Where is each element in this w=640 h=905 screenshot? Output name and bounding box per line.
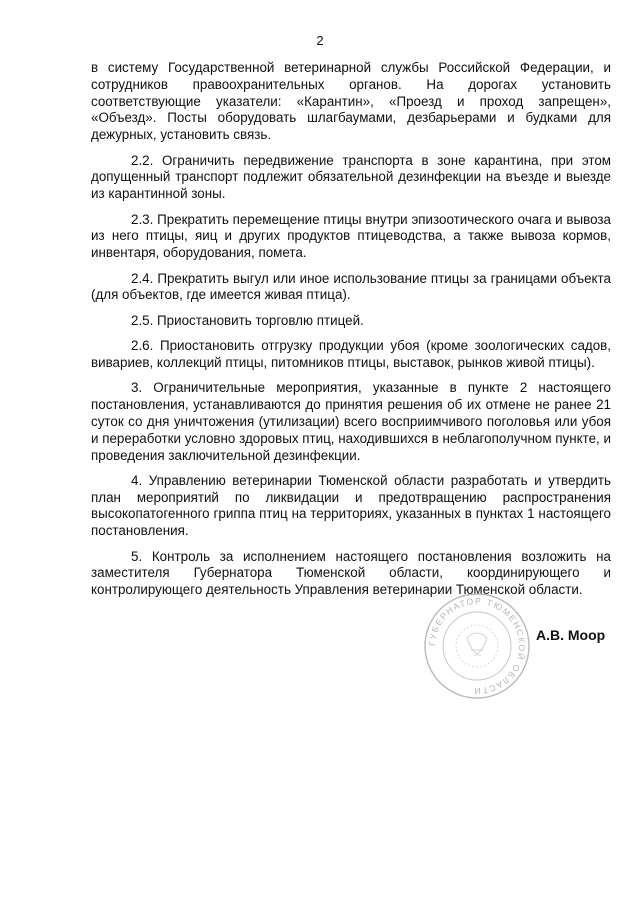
paragraph-5: 5. Контроль за исполнением настоящего постановления возложить на заместителя Губернатора Тюменской области, координирующего и контролирующего деятельность Управления ветеринарии Тюменской области. — [91, 548, 611, 598]
signature-name: А.В. Моор — [536, 627, 606, 643]
paragraph-3: 3. Ограничительные мероприятия, указанные в пункте 2 настоящего постановления, устанавливаются до принятия решения об их отмене не ранее 21 суток со дня уничтожения (утилизации) всего восприимчивого поголовья или убоя и переработки условно здоровых птиц, находившихся в неблагополучном пункте, и проведения заключительной дезинфекции. — [91, 380, 611, 463]
seal-text: ГУБЕРНАТОР ТЮМЕНСКОЙ ОБЛАСТИ — [426, 595, 528, 697]
paragraph-continuation: в систему Государственной ветеринарной службы Российской Федерации, и сотрудников правоохранительных органов. На дорогах установить соответствующие указатели: «Карантин», «Проезд и проход запрещен», «Объезд». Посты оборудовать шлагбаумами, дезбарьерами и будками для дежурных, установить связь. — [91, 60, 611, 143]
page-number: 2 — [316, 33, 324, 48]
paragraph-2-3: 2.3. Прекратить перемещение птицы внутри эпизоотического очага и вывоза из него птицы, яиц и других продуктов птицеводства, а также вывоза кормов, инвентаря, оборудования, помета. — [91, 211, 611, 261]
official-seal-icon — [423, 592, 531, 700]
paragraph-4: 4. Управлению ветеринарии Тюменской области разработать и утвердить план мероприятий по ликвидации и предотвращению распространения высокопатогенного гриппа птиц на территориях, указанных в пунктах 1 настоящего постановления. — [91, 472, 611, 539]
paragraph-2-6: 2.6. Приостановить отгрузку продукции убоя (кроме зоологических садов, вивариев, коллекций птицы, питомников птицы, выставок, рынков живой птицы). — [91, 338, 611, 370]
paragraph-2-5: 2.5. Приостановить торговлю птицей. — [131, 312, 364, 328]
paragraph-2-2: 2.2. Ограничить передвижение транспорта в зоне карантина, при этом допущенный транспорт подлежит обязательной дезинфекции на въезде и выезде из карантинной зоны. — [91, 152, 611, 202]
document-body — [91, 60, 611, 608]
svg-text:ГУБЕРНАТОР ТЮМЕНСКОЙ ОБЛАСТИ — [427, 596, 527, 696]
paragraph-2-4: 2.4. Прекратить выгул или иное использование птицы за границами объекта (для объектов, где имеется живая птица). — [91, 270, 611, 303]
